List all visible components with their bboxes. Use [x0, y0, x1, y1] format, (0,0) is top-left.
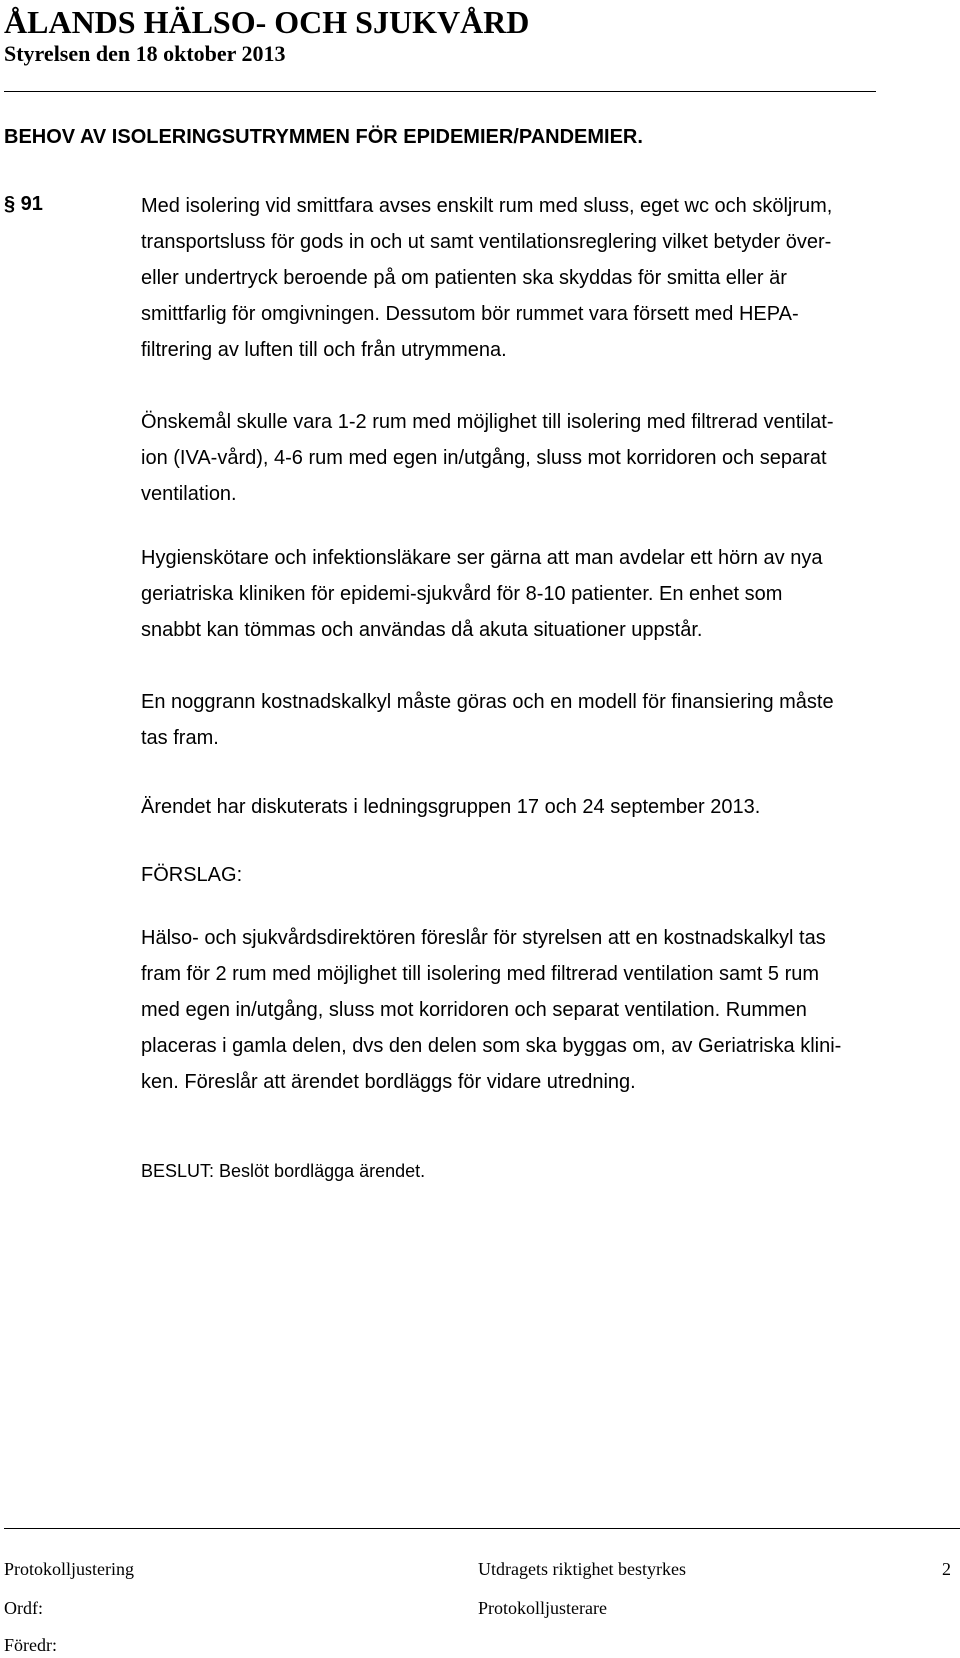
paragraph-proposal — [141, 920, 931, 1100]
text-line: Hygienskötare och infektionsläkare ser gärna att man avdelar ett hörn av nya — [141, 547, 823, 569]
footer-divider — [4, 1528, 960, 1529]
text-line: ion (IVA-vård), 4-6 rum med egen in/utgång, sluss mot korridoren och separat — [141, 447, 827, 469]
text-line: tas fram. — [141, 727, 219, 749]
header-divider — [4, 91, 876, 92]
text-line: FÖRSLAG: — [141, 864, 243, 886]
text-line: smittfarlig för omgivningen. Dessutom bör rummet vara försett med HEPA- — [141, 303, 799, 325]
text-line: Ärendet har diskuterats i ledningsgruppen 17 och 24 september 2013. — [141, 796, 761, 818]
paragraph-isolation-definition — [141, 188, 931, 368]
paragraph-wishes — [141, 404, 931, 512]
paragraph-discussion — [141, 789, 931, 825]
organization-name: ÅLANDS HÄLSO- OCH SJUKVÅRD — [4, 4, 530, 40]
text-line: transportsluss för gods in och ut samt ventilationsreglering vilket betyder över- — [141, 231, 832, 253]
text-line: eller undertryck beroende på om patienten ska skyddas för smitta eller är — [141, 267, 787, 289]
text-line: fram för 2 rum med möjlighet till isolering med filtrerad ventilation samt 5 rum — [141, 963, 820, 985]
text-line: En noggrann kostnadskalkyl måste göras och en modell för finansiering måste — [141, 691, 834, 713]
section-number: § 91 — [4, 193, 43, 215]
proposal-heading — [141, 857, 931, 893]
footer-verified: Utdragets riktighet bestyrkes — [478, 1559, 686, 1579]
footer-protocol-check: Protokolljustering — [4, 1559, 134, 1579]
text-line: med egen in/utgång, sluss mot korridoren och separat ventilation. Rummen — [141, 999, 807, 1021]
text-line: BESLUT: Beslöt bordlägga ärendet. — [141, 1161, 426, 1181]
text-line: Önskemål skulle vara 1-2 rum med möjlighet till isolering med filtrerad ventilat- — [141, 411, 834, 433]
text-line: snabbt kan tömmas och användas då akuta situationer uppstår. — [141, 619, 703, 641]
text-line: ken. Föreslår att ärendet bordläggs för vidare utredning. — [141, 1071, 636, 1093]
document-title: BEHOV AV ISOLERINGSUTRYMMEN FÖR EPIDEMIER/PANDEMIER. — [4, 126, 643, 148]
decision — [141, 1153, 931, 1189]
paragraph-hygiene-staff — [141, 540, 931, 648]
paragraph-cost-calculation — [141, 684, 931, 756]
text-line: placeras i gamla delen, dvs den delen som ska byggas om, av Geriatriska klini- — [141, 1035, 842, 1057]
text-line: Med isolering vid smittfara avses enskilt rum med sluss, eget wc och sköljrum, — [141, 195, 833, 217]
footer-presenter-label: Föredr: — [4, 1635, 57, 1655]
text-line: ventilation. — [141, 483, 237, 505]
text-line: Hälso- och sjukvårdsdirektören föreslår för styrelsen att en kostnadskalkyl tas — [141, 927, 826, 949]
page-number: 2 — [942, 1559, 951, 1579]
footer-chair-label: Ordf: — [4, 1598, 43, 1618]
footer-adjusters: Protokolljusterare — [478, 1598, 607, 1618]
text-line: filtrering av luften till och från utrymmena. — [141, 339, 507, 361]
meeting-date: Styrelsen den 18 oktober 2013 — [4, 41, 286, 66]
text-line: geriatriska kliniken för epidemi-sjukvård för 8-10 patienter. En enhet som — [141, 583, 783, 605]
